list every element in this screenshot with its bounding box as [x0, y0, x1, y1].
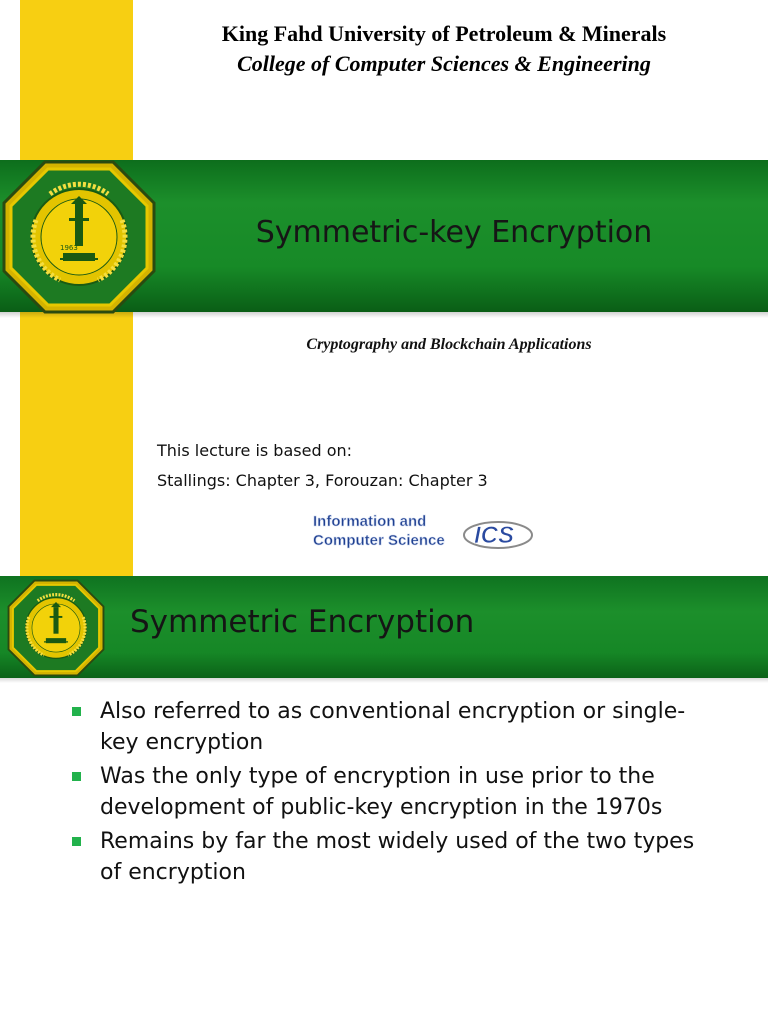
list-item: [72, 761, 712, 823]
slide-title: Symmetric-key Encryption: [255, 215, 653, 250]
slide-title: Symmetric Encryption: [130, 604, 475, 640]
university-seal-small-logo: [6, 578, 106, 678]
lecture-source-heading: This lecture is based on:: [157, 441, 353, 460]
bullet-text: Also referred to as conventional encryption or single-key encryption: [100, 699, 686, 755]
square-bullet-icon: [72, 837, 81, 846]
content-title-band-shadow: [0, 678, 768, 683]
slide-header: [130, 20, 758, 80]
university-name: King Fahd University of Petroleum & Minerals: [221, 21, 667, 46]
bullet-text: Remains by far the most widely used of the two types of encryption: [100, 829, 695, 885]
ics-logo-line2: Computer Science: [313, 532, 445, 549]
seal-year: 1963: [60, 244, 78, 252]
list-item: [72, 696, 712, 758]
ics-logo-line1: Information and: [313, 513, 427, 530]
lecture-source-books: Stallings: Chapter 3, Forouzan: Chapter 3: [157, 471, 488, 490]
bullet-text: Was the only type of encryption in use prior to the development of public-key encryption in the 1970s: [100, 764, 663, 820]
square-bullet-icon: [72, 772, 81, 781]
content-slide: [0, 576, 768, 1024]
college-name: College of Computer Sciences & Engineering: [237, 51, 651, 76]
ics-department-logo: [310, 505, 540, 555]
lecture-source: [157, 436, 488, 496]
list-item: [72, 826, 712, 888]
university-seal-logo: [0, 158, 158, 316]
bullet-list: [72, 696, 712, 891]
course-subtitle: Cryptography and Blockchain Applications: [306, 336, 592, 353]
square-bullet-icon: [72, 707, 81, 716]
ics-logo-letters: ICS: [474, 522, 515, 549]
